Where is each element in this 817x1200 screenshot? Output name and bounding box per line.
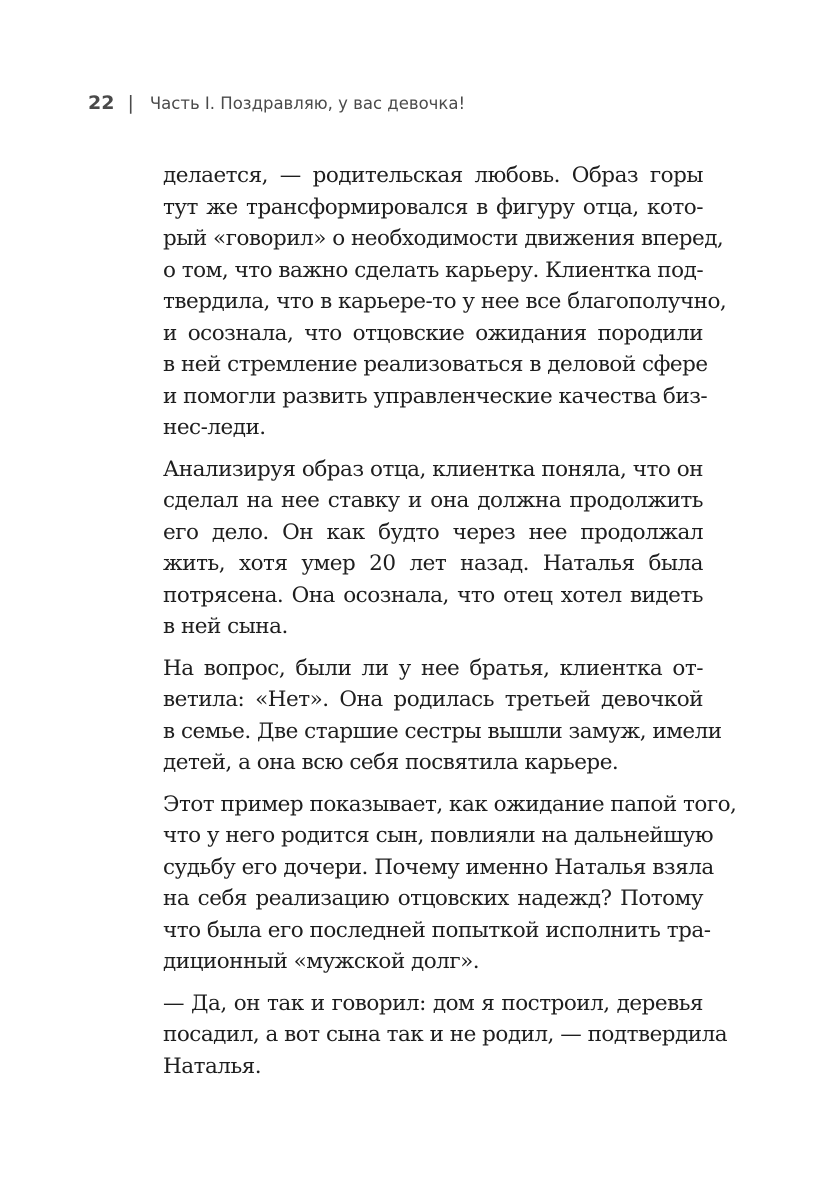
text-line: рый «говорил» о необходимости движения вперед, — [163, 226, 724, 251]
text-line: Наталья. — [163, 1053, 262, 1079]
text-line: делается, — родительская любовь. Образ горы — [163, 163, 703, 188]
text-line: в семье. Две старшие сестры вышли замуж, имели — [163, 718, 722, 744]
text-line: что у него родится сын, повлияли на дальнейшую — [163, 823, 714, 848]
paragraph-3 — [163, 653, 722, 779]
text-line: в ней стремление реализоваться в деловой сфере — [163, 352, 708, 377]
paragraph-2 — [163, 454, 703, 643]
page-number: 22 — [88, 92, 115, 114]
text-line: в ней сына. — [163, 614, 288, 639]
paragraph-5 — [163, 988, 728, 1083]
text-line: Этот пример показывает, как ожидание папой того, — [163, 791, 737, 817]
text-line: жить, хотя умер 20 лет назад. Наталья была — [163, 551, 703, 576]
text-line: на себя реализацию отцовских надежд? Потому — [163, 886, 703, 911]
paragraph-4 — [163, 789, 737, 978]
text-line: детей, а она всю себя посвятила карьере. — [163, 750, 619, 775]
text-line: Анализируя образ отца, клиентка поняла, что он — [163, 456, 703, 482]
text-line: — Да, он так и говорил: дом я построил, деревья — [163, 990, 703, 1016]
text-line: диционный «мужской долг». — [163, 949, 480, 974]
text-line: и осознала, что отцовские ожидания породили — [163, 320, 703, 346]
text-line: о том, что важно сделать карьеру. Клиентка под- — [163, 257, 704, 283]
text-line: его дело. Он как будто через нее продолжал — [163, 519, 703, 545]
text-line: и помогли развить управленческие качества биз- — [163, 383, 708, 409]
paragraph-1 — [163, 160, 727, 444]
text-line: что была его последней попыткой исполнить тра- — [163, 917, 711, 943]
text-line: судьбу его дочери. Почему именно Наталья взяла — [163, 854, 714, 880]
text-line: твердила, что в карьере-то у нее все благополучно, — [163, 289, 727, 314]
text-line: нес-леди. — [163, 415, 266, 440]
text-line: тут же трансформировался в фигуру отца, кото- — [163, 194, 703, 220]
text-line: сделал на нее ставку и она должна продолжить — [163, 488, 703, 513]
text-line: потрясена. Она осознала, что отец хотел видеть — [163, 582, 703, 608]
header-divider: | — [127, 92, 134, 114]
running-head: Часть I. Поздравляю, у вас девочка! — [149, 93, 466, 113]
text-line: ветила: «Нет». Она родилась третьей девочкой — [163, 687, 703, 712]
body-text — [163, 160, 737, 1092]
page-header — [88, 92, 465, 114]
text-line: посадил, а вот сына так и не родил, — подтвердила — [163, 1022, 728, 1047]
text-line: На вопрос, были ли у нее братья, клиентка от- — [163, 655, 703, 681]
